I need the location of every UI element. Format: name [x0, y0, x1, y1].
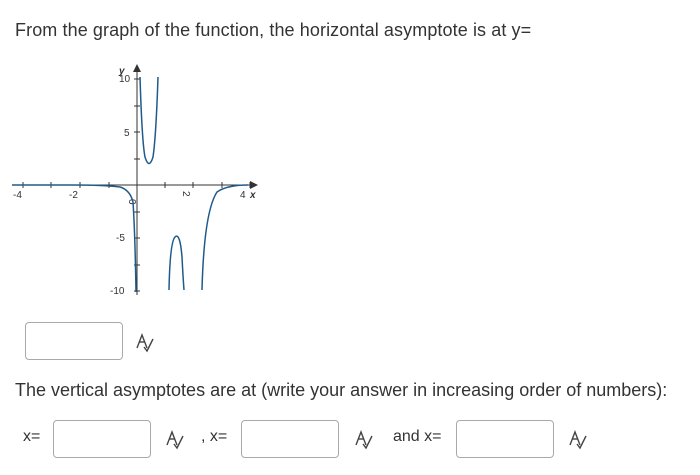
x-tick-label: 4: [240, 190, 246, 201]
origin-label: 0: [126, 199, 137, 205]
question-text: From the graph of the function, the horizontal asymptote is at y=: [15, 20, 532, 40]
vertical-asymptote-1-input[interactable]: [53, 420, 151, 458]
x2-label: , x=: [201, 428, 228, 445]
vertical-asymptote-question: The vertical asymptotes are at (write your answer in increasing order of numbers):: [15, 380, 668, 400]
y-axis-label: y: [119, 66, 125, 77]
horizontal-asymptote-input[interactable]: [25, 322, 123, 360]
x3-label: and x=: [393, 428, 442, 445]
vertical-asymptote-3-input[interactable]: [456, 420, 554, 458]
formula-check-icon[interactable]: [566, 429, 588, 451]
function-graph: [12, 62, 262, 297]
x-tick-label: 2: [180, 191, 191, 197]
formula-check-icon[interactable]: [163, 429, 185, 451]
y-tick-label: 5: [124, 128, 130, 139]
vertical-asymptote-2-input[interactable]: [241, 420, 339, 458]
formula-check-icon[interactable]: [133, 332, 155, 354]
y-axis-arrow: [133, 64, 141, 72]
x-axis-arrow: [250, 181, 258, 189]
x-tick-label: -2: [69, 190, 78, 201]
y-tick-label: -5: [116, 233, 125, 244]
y-tick-label: -10: [110, 286, 125, 297]
y-tick-label: 10: [119, 74, 131, 85]
x-axis-label: x: [250, 190, 256, 201]
formula-check-icon[interactable]: [352, 429, 374, 451]
x-tick-label: -4: [13, 190, 22, 201]
curve-upper-branch: [140, 77, 158, 164]
curve-lower-branch: [169, 236, 184, 290]
x1-label: x=: [23, 428, 41, 445]
